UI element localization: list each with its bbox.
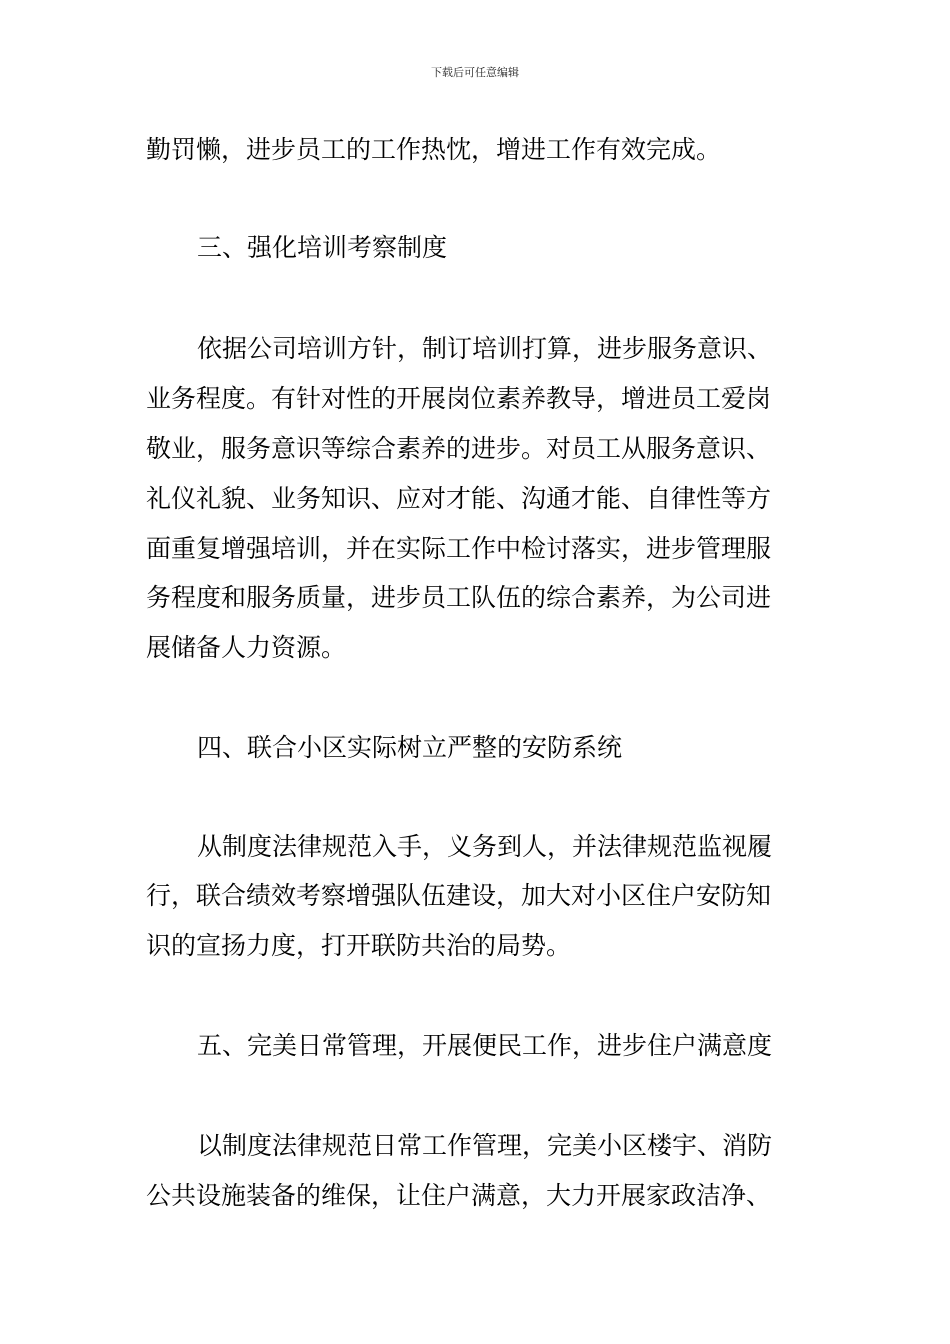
paragraph-line: 以制度法律规范日常工作管理，完美小区楼宇、消防: [197, 1131, 773, 1160]
paragraph-line: 从制度法律规范入手，义务到人，并法律规范监视履: [197, 832, 773, 861]
paragraph-line: 务程度和服务质量，进步员工队伍的综合素养，为公司进: [146, 583, 772, 612]
paragraph-line: 依据公司培训方针，制订培训打算，进步服务意识、: [197, 334, 773, 363]
paragraph-line: 礼仪礼貌、业务知识、应对才能、沟通才能、自律性等方: [146, 484, 772, 513]
page-header: 下载后可任意编辑: [431, 66, 519, 79]
paragraph-line: 面重复增强培训，并在实际工作中检讨落实，进步管理服: [146, 534, 772, 563]
paragraph-line: 展储备人力资源。: [146, 633, 347, 662]
paragraph-line: 敬业，服务意识等综合素养的进步。对员工从服务意识、: [146, 434, 772, 463]
section-heading-3: 三、强化培训考察制度: [197, 233, 448, 262]
section-heading-4: 四、联合小区实际树立严整的安防系统: [197, 733, 623, 762]
paragraph-line: 识的宣扬力度，打开联防共治的局势。: [146, 931, 572, 960]
section-heading-5: 五、完美日常管理，开展便民工作，进步住户满意度: [197, 1031, 773, 1060]
paragraph-line: 业务程度。有针对性的开展岗位素养教导，增进员工爱岗: [146, 384, 772, 413]
paragraph-line: 行，联合绩效考察增强队伍建设，加大对小区住户安防知: [146, 881, 772, 910]
paragraph-line: 公共设施装备的维保，让住户满意，大力开展家政洁净、: [146, 1181, 772, 1210]
paragraph-line: 勤罚懒，进步员工的工作热忱，增进工作有效完成。: [146, 135, 722, 164]
